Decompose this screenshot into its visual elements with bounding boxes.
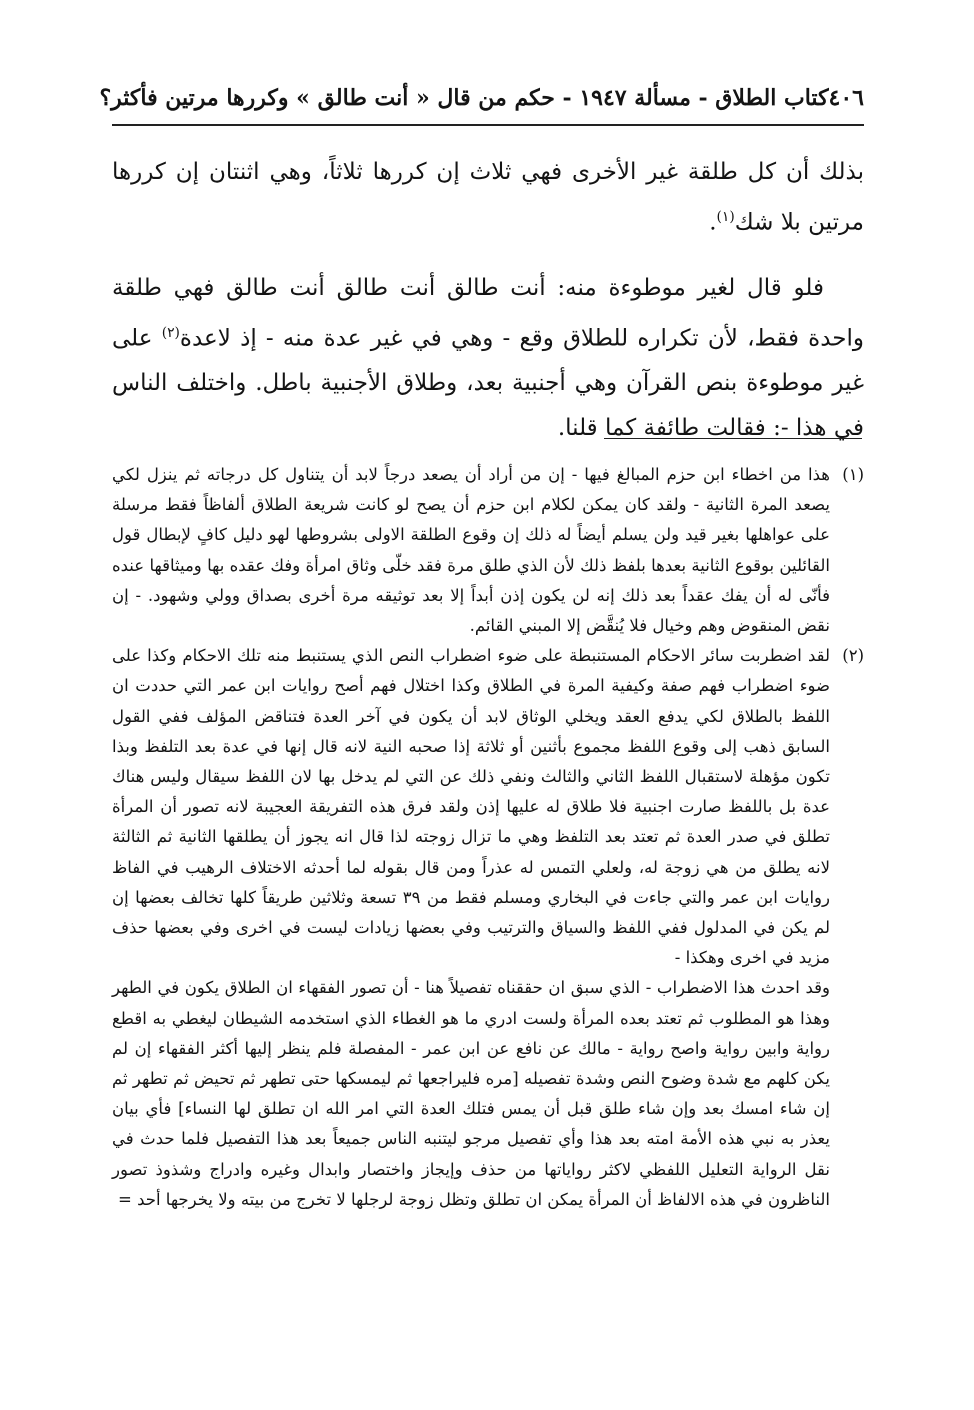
main-text [112, 150, 864, 451]
footnote-2-text: لقد اضطربت سائر الاحكام المستنبطة على ضوء اضطراب النص الذي يستنبط منه تلك الاحكام وكذا على ضوء اضطراب فهم صفة وكيفية المرة في الطلاق وكذا اختلال فهم أصح روايات ابن عمر التي حددت ان اللفظ بالطلاق لكي يدفع العقد ويخلي الوثاق لابد أن يكون في آخر العدة فتناقض المؤلف ففي القول السابق ذهب إلى وقوع اللفظ مجموع بأثنين أو ثلاثة إذا صحبه النية لانه قال إنها في عدة بعد التلفظ وبذا تكون مؤهلة لاستقبال اللفظ الثاني والثالث ونفي ذلك عن التي لم يدخل بها لان اللفظ سيقال وليس هناك عدة بل باللفظ صارت اجنبية فلا طلاق له عليها إذن ولقد فرق هذه التفريقة العجيبة لانه تصور أن المرأة تطلق في صدر العدة ثم تعتد بعد التلفظ وهي ما تزال زوجته لذا قال انه يجوز أن يطلقها الثانية ثم الثالثة لانه يطلق من هي زوجة له، ولعلي التمس له عذراً ومن قال بقوله لما أحدثه الاختلاف الرهيب في الفاظ روايات ابن عمر والتي جاءت في البخاري ومسلم فقط من ٣٩ تسعة وثلاثين طريقاً كلها تخالف بعضها إن لم يكن في المدلول ففي اللفظ والسياق والترتيب وفي بعضها زيادات ليست في اخرى وفي بعضها حذف مزيد في اخرى وهكذا - [112, 646, 830, 968]
footnote-separator [604, 438, 862, 439]
footnote-2-number: (٢) [842, 646, 864, 666]
paragraph-1-end: . [709, 209, 717, 236]
footnote-1-text: هذا من اخطاء ابن حزم المبالغ فيها - إن من أراد أن يصعد درجاً لابد أن يتناول كل درجاته ثم ينزل لكي يصعد المرة الثانية - ولقد كان يمكن لكلام ابن حزم أن يصح لو كانت شريعة الطلاق ألفاظاً فقط مرسلة على عواهلها بغير قيد ولن يسلم أيضاً له ذلك إن وقوع الطلقة الاولى بشروطها لهو دليل كافٍ لإبطال قول القائلين بوقوع الثانية بعدها بلفظ ذلك لأن الذي طلق مرة فقد خلّى وثاق امرأة وفك عقده بها وميثاقها عنده فأنّى له أن يفك عقداً بعد ذلك إنه لن يكون إذن أبداً إلا بعد توثيقه مرة أخرى بصداق وولي وشهود. - إن نقض المنقوض وهم وخيال فلا يُنقَّض إلا المبني القائم. [112, 465, 830, 636]
paragraph-1 [112, 150, 864, 246]
footnote-1-number: (١) [842, 465, 864, 484]
footnote-2 [112, 641, 864, 973]
paragraph-1-text: بذلك أن كل طلقة غير الأخرى فهي ثلاث إن كررها ثلاثاً، وهي اثنتان إن كررها مرتين بلا شك [112, 159, 864, 236]
paragraph-2-text-b: على غير موطوءة بنص القرآن وهي أجنبية بعد، وطلاق الأجنبية باطل. واختلف الناس في هذا -: فقالت طائفة كما قلنا. [112, 325, 864, 442]
header-title: كتاب الطلاق - مسألة ١٩٤٧ - حكم من قال « أنت طالق » وكررها مرتين فأكثر؟ [99, 85, 829, 111]
page-number: ٤٠٦ [828, 85, 864, 111]
paragraph-2 [112, 266, 864, 452]
footnotes [112, 460, 864, 1215]
footnote-2-continuation: وقد احدث هذا الاضطراب - الذي سبق ان حققناه تفصيلاً هنا - أن تصور الفقهاء ان الطلاق يكون في الطهر وهذا هو المطلوب ثم تعتد بعده المرأة ولست ادري ما هو الغطاء الذي استخدمه الشيطان ليغطي به اقطع رواية وابين رواية واصح رواية - مالك عن نافع عن ابن عمر - المفصلة فلم ينظر إليها أكثر الفقهاء إن لم يكن كلهم مع شدة وضوح النص وشدة تفصيله [مره فليراجعها ثم ليمسكها حتى تطهر ثم تحيض ثم تطهر ثم إن شاء امسك بعد وإن شاء طلق قبل أن يمس فتلك العدة التي امر الله ان تطلق لها النساء] فأي بيان يعذر به نبي هذه الأمة امته بعد هذا وأي تفصيل مرجو ليتنبه الناس جميعاً بعد هذا التفصيل فلما حدث في نقل الرواية التعليل اللفظي لاكثر رواياتها من حذف وإيجاز واختصار وابدال وغيره وادراج وشذوذ تصور الناظرون في هذه الالفاظ أن المرأة يمكن ان تطلق وتظل زوجة لرجلها لا تخرج من بيته ولا يخرجها أحد = [112, 978, 830, 1209]
paragraph-2-text-a: فلو قال لغير موطوءة منه: أنت طالق أنت طالق أنت طالق فهي طلقة واحدة فقط، لأن تكراره للطلاق وقع - وهي في غير عدة منه - إذ لاعدة [112, 274, 864, 352]
header-rule [112, 124, 864, 126]
footnote-ref-2[interactable]: (٢) [161, 324, 180, 341]
footnote-1 [112, 460, 864, 641]
running-header [99, 76, 864, 120]
footnote-ref-1[interactable]: (١) [716, 209, 735, 225]
